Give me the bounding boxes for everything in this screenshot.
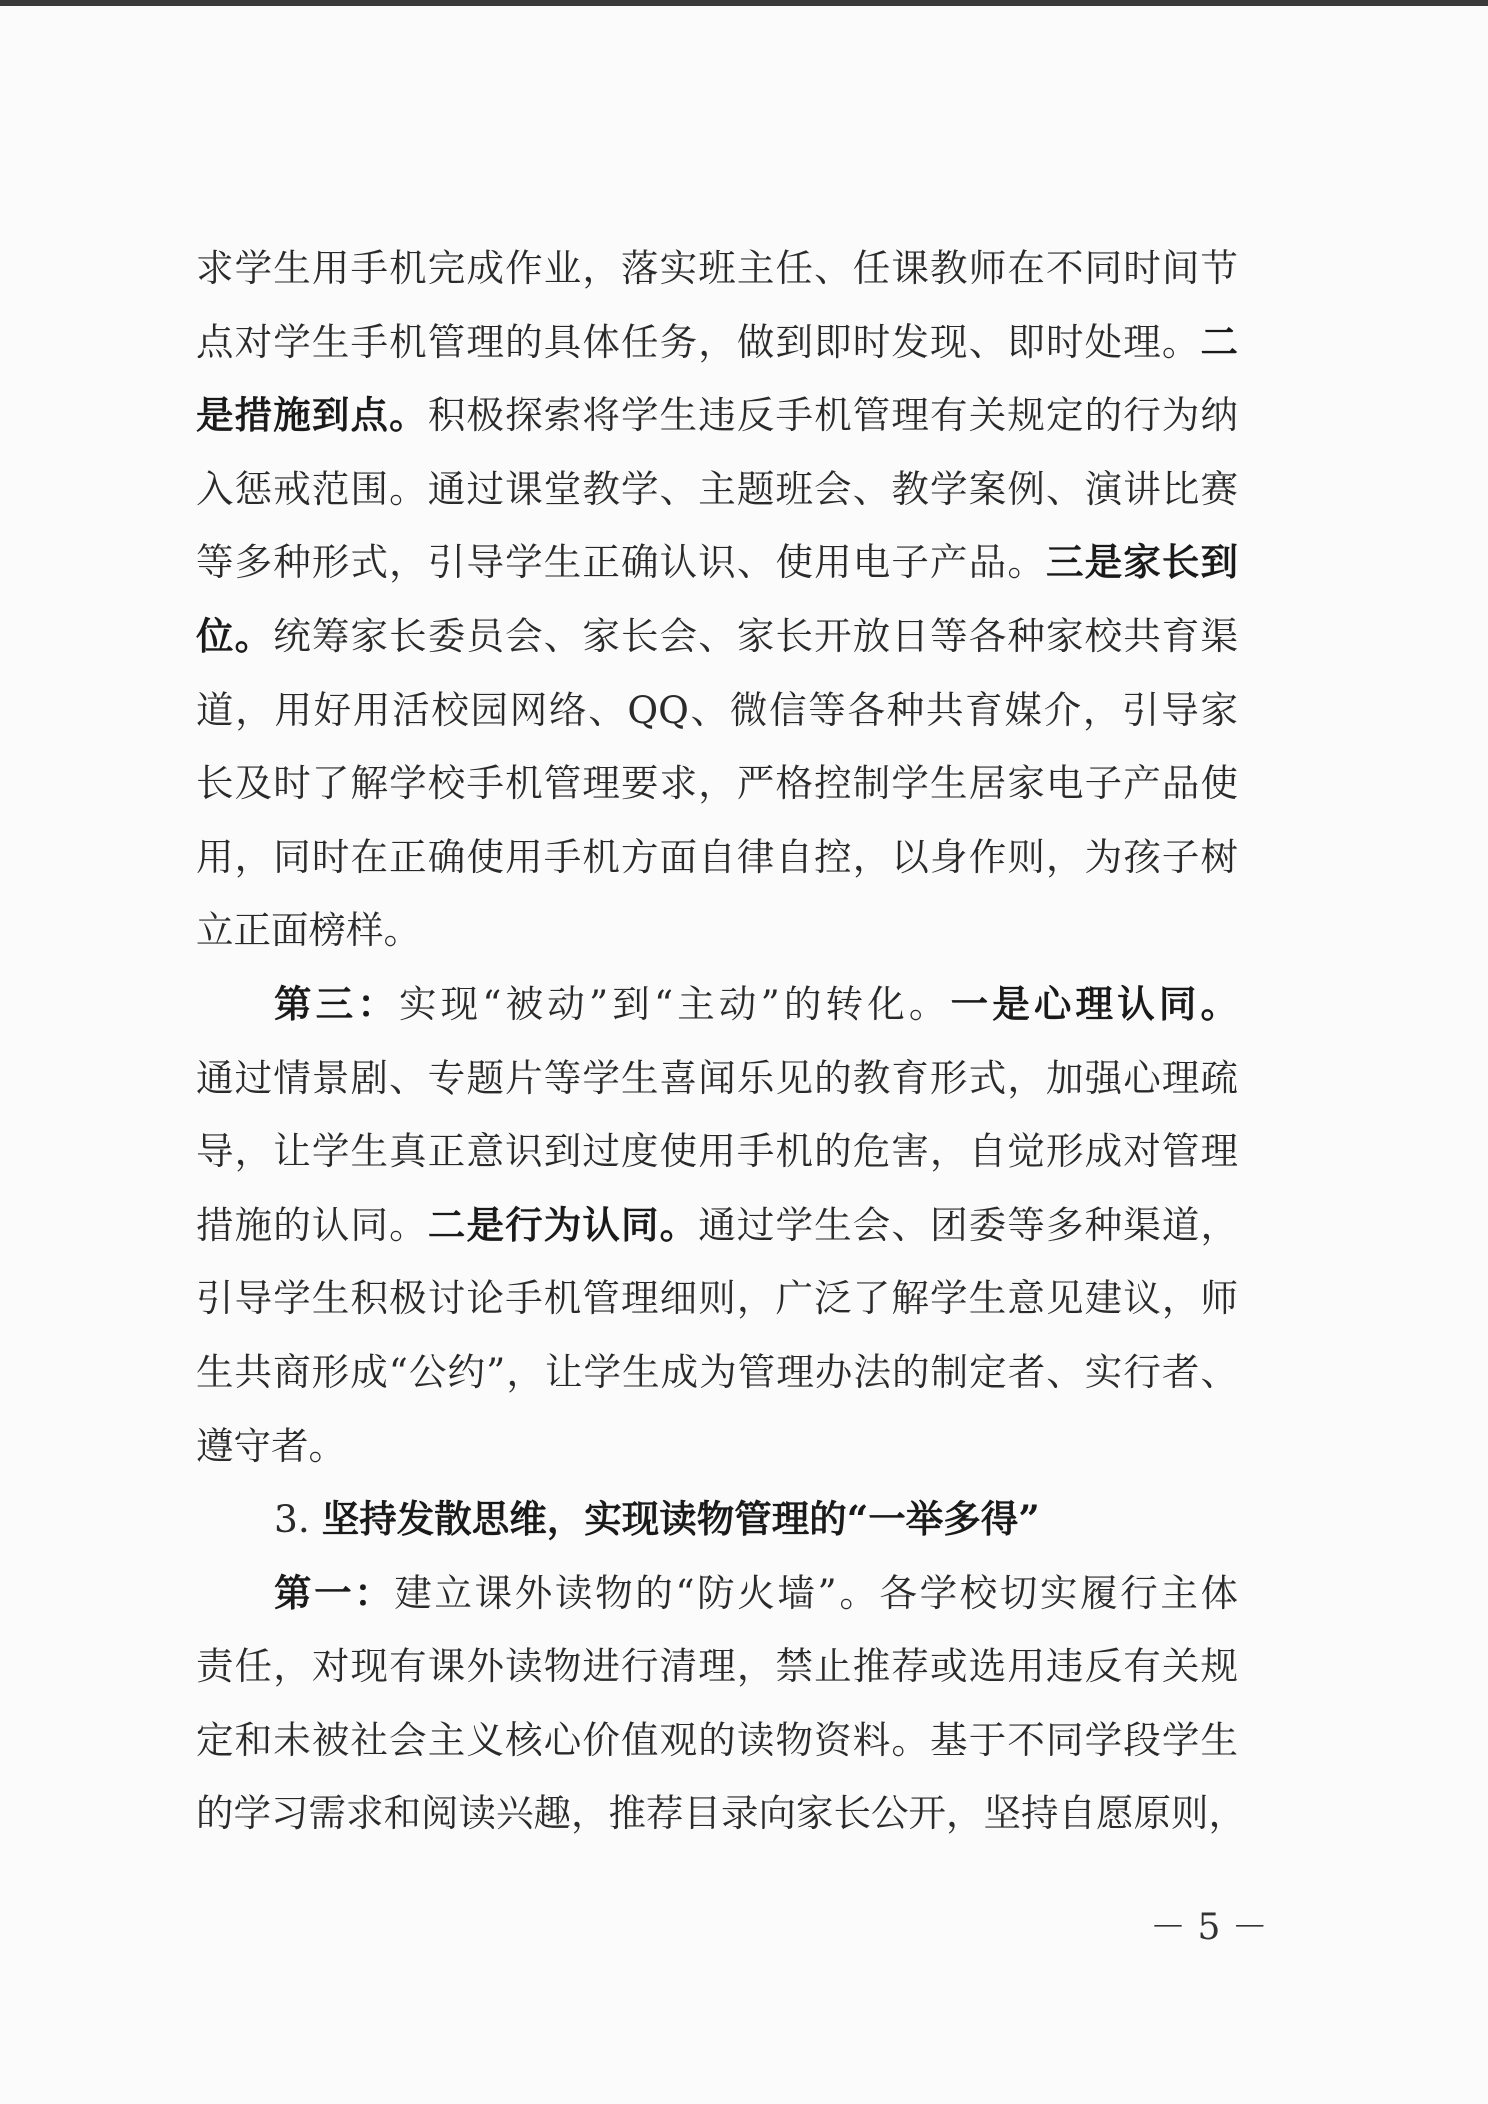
- text-line: [196, 379, 1238, 453]
- text-run: 点对学生手机管理的具体任务，做到即时发现、即时处理。: [196, 319, 1201, 364]
- text-line: 用，同时在正确使用手机方面自律自控，以身作则，为孩子树: [196, 834, 1238, 879]
- text-run: 措施的认同。: [196, 1202, 428, 1247]
- text-line: 责任，对现有课外读物进行清理，禁止推荐或选用违反有关规: [196, 1644, 1238, 1689]
- page-number: － 5 －: [1150, 1907, 1268, 1948]
- bold-text-run: 位。: [196, 613, 274, 658]
- text-line: 入惩戒范围。通过课堂教学、主题班会、教学案例、演讲比赛: [196, 466, 1238, 511]
- text-line: 道，用好用活校园网络、QQ、微信等各种共育媒介，引导家: [196, 687, 1238, 732]
- bold-text-run: 一是心理认同。: [950, 981, 1239, 1026]
- text-line: [196, 968, 1238, 1042]
- text-line: 长及时了解学校手机管理要求，严格控制学生居家电子产品使: [196, 761, 1238, 806]
- text-run: 建立课外读物的“防火墙”。各学校切实履行主体: [394, 1570, 1239, 1615]
- text-line: 引导学生积极讨论手机管理细则，广泛了解学生意见建议，师: [196, 1276, 1238, 1321]
- scan-top-edge: [0, 0, 1488, 6]
- text-run: 3.: [274, 1497, 322, 1542]
- text-line: 求学生用手机完成作业，落实班主任、任课教师在不同时间节: [196, 246, 1238, 290]
- bold-text-run: 第三：: [274, 981, 399, 1026]
- text-line: 的学习需求和阅读兴趣，推荐目录向家长公开，坚持自愿原则，: [196, 1791, 1246, 1836]
- text-line: 通过情景剧、专题片等学生喜闻乐见的教育形式，加强心理疏: [196, 1055, 1238, 1100]
- body-text: [196, 232, 1246, 1851]
- text-run: 积极探索将学生违反手机管理有关规定的行为纳: [427, 393, 1239, 438]
- text-run: 统筹家长委员会、家长会、家长开放日等各种家校共育渠: [273, 613, 1239, 658]
- text-run: 通过学生会、团委等多种渠道，: [698, 1202, 1239, 1247]
- text-line: [196, 1557, 1238, 1631]
- text-line: [196, 600, 1238, 674]
- text-line: 遵守者。: [196, 1423, 346, 1468]
- bold-text-run: 第一：: [274, 1570, 395, 1615]
- bold-text-run: 二: [1200, 319, 1238, 364]
- text-run: 等多种形式，引导学生正确认识、使用电子产品。: [196, 540, 1046, 585]
- text-line: [196, 526, 1238, 600]
- text-line: [196, 306, 1238, 380]
- bold-text-run: 坚持发散思维，实现读物管理的“一举多得”: [321, 1497, 1040, 1542]
- text-line: [196, 1483, 1238, 1557]
- text-line: 生共商形成“公约”，让学生成为管理办法的制定者、实行者、: [196, 1349, 1238, 1394]
- text-run: 实现“被动”到“主动”的转化。: [398, 981, 951, 1026]
- text-line: 导，让学生真正意识到过度使用手机的危害，自觉形成对管理: [196, 1129, 1238, 1174]
- bold-text-run: 二是行为认同。: [427, 1202, 699, 1247]
- bold-text-run: 是措施到点。: [196, 393, 428, 438]
- text-line: 立正面榜样。: [196, 908, 421, 953]
- bold-text-run: 三是家长到: [1045, 540, 1239, 585]
- text-line: [196, 1189, 1238, 1263]
- text-line: 定和未被社会主义核心价值观的读物资料。基于不同学段学生: [196, 1717, 1238, 1762]
